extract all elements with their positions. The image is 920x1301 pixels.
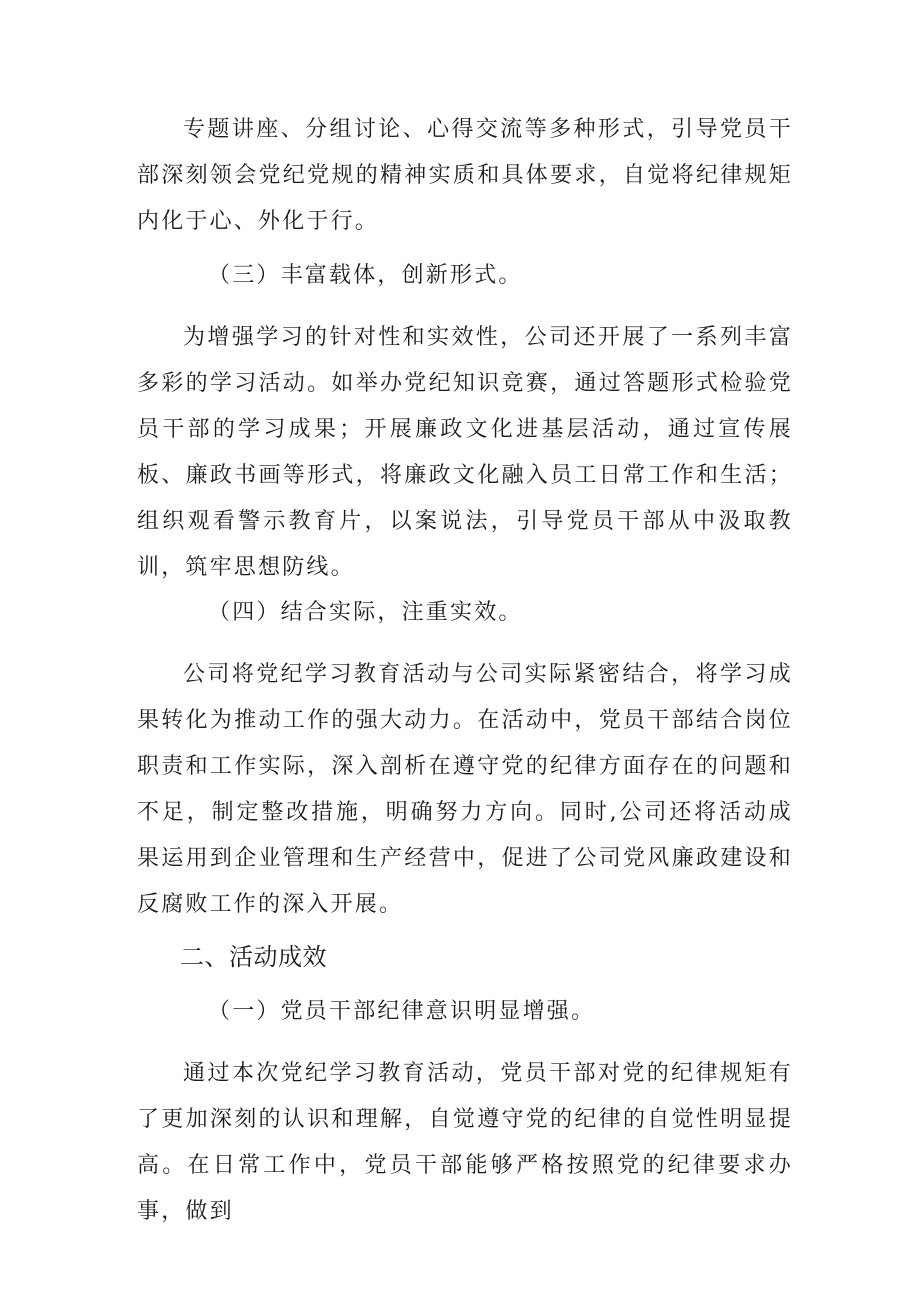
paragraph-awareness-details: 通过本次党纪学习教育活动，党员干部对党的纪律规矩有了更加深刻的认识和理解，自觉遵守党的纪律的自觉性明显提高。在日常工作中，党员干部能够严格按照党的纪律要求办事，做到 (137, 1061, 793, 1224)
subheading-practical-results: （四）结合实际，注重实效。 (208, 600, 523, 625)
paragraph-learning-activities: 为增强学习的针对性和实效性，公司还开展了一系列丰富多彩的学习活动。如举办党纪知识竞赛，通过答题形式检验党员干部的学习成果；开展廉政文化进基层活动，通过宣传展板、廉政书画等形式，将廉政文化融入员工日常工作和生活；组织观看警示教育片，以案说法，引导党员干部从中汲取教训，筑牢思想防线。 (137, 325, 793, 580)
paragraph-learning-forms: 专题讲座、分组讨论、心得交流等多种形式，引导党员干部深刻领会党纪党规的精神实质和具体要求，自觉将纪律规矩内化于心、外化于行。 (137, 117, 793, 234)
subheading-rich-carriers: （三）丰富载体，创新形式。 (208, 263, 523, 288)
subheading-discipline-awareness: （一）党员干部纪律意识明显增强。 (208, 999, 596, 1024)
section-heading-results: 二、活动成效 (180, 943, 327, 971)
paragraph-combine-practice: 公司将党纪学习教育活动与公司实际紧密结合，将学习成果转化为推动工作的强大动力。在活动中，党员干部结合岗位职责和工作实际，深入剖析在遵守党的纪律方面存在的问题和不足，制定整改措施，明确努力方向。同时,公司还将活动成果运用到企业管理和生产经营中，促进了公司党风廉政建设和反腐败工作的深入开展。 (137, 662, 793, 917)
